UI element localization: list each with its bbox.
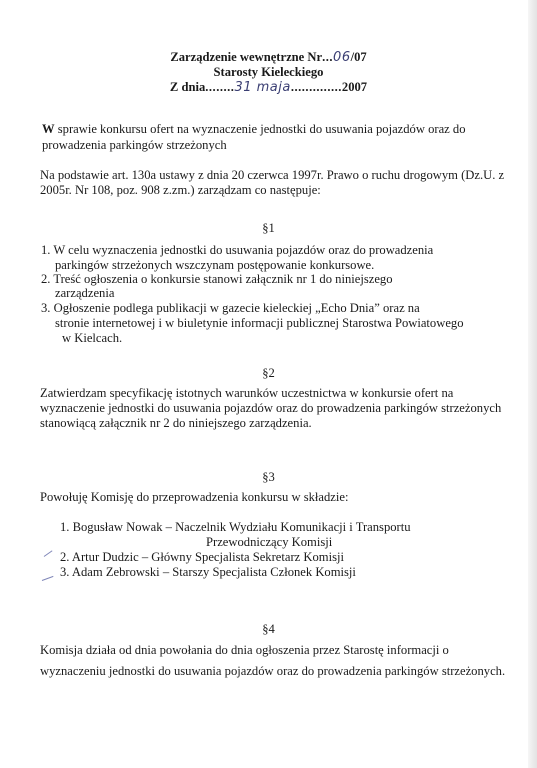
- date-dots-right: ..............: [290, 80, 342, 94]
- committee-member-3: 3. Adam Zebrowski – Starszy Specjalista Członek Komisji: [60, 565, 356, 579]
- committee-member-1-role: Przewodniczący Komisji: [206, 535, 333, 549]
- document-title: [0, 50, 537, 65]
- handwritten-date: 31 maja: [234, 80, 291, 95]
- subject-first-letter: W: [42, 122, 55, 136]
- date-prefix: Z dnia: [169, 80, 206, 94]
- section-2-heading: §2: [262, 366, 275, 380]
- title-dots: ...: [322, 50, 334, 64]
- document-date: [0, 80, 537, 95]
- title-prefix: Zarządzenie wewnętrzne Nr: [170, 50, 323, 64]
- pen-mark: [42, 576, 54, 581]
- subject-line-1: [42, 122, 466, 137]
- committee-member-2: 2. Artur Dudzic – Główny Specjalista Sekretarz Komisji: [60, 550, 344, 564]
- section-1-line-7: w Kielcach.: [62, 331, 123, 345]
- section-1-line-4: zarządzenia: [55, 286, 115, 300]
- title-suffix: /07: [350, 50, 367, 64]
- legal-basis-line-2: 2005r. Nr 108, poz. 908 z.zm.) zarządzam co następuje:: [40, 183, 321, 197]
- subject-line-2: prowadzenia parkingów strzeżonych: [42, 138, 227, 152]
- section-2-line-1: Zatwierdzam specyfikację istotnych warunków uczestnictwa w konkursie ofert na: [40, 386, 454, 400]
- handwritten-number: 06: [333, 50, 351, 65]
- subject-rest: sprawie konkursu ofert na wyznaczenie jednostki do usuwania pojazdów oraz do: [54, 122, 466, 136]
- section-1-line-3: 2. Treść ogłoszenia o konkursie stanowi załącznik nr 1 do niniejszego: [41, 272, 393, 286]
- section-3-intro: Powołuję Komisję do przeprowadzenia konkursu w składzie:: [40, 490, 349, 504]
- committee-member-1: 1. Bogusław Nowak – Naczelnik Wydziału Komunikacji i Transportu: [60, 520, 411, 534]
- scan-edge-shadow: [528, 0, 537, 768]
- section-2-line-3: stanowiącą załącznik nr 2 do niniejszego zarządzenia.: [40, 416, 312, 430]
- section-4-line-1: Komisja działa od dnia powołania do dnia ogłoszenia przez Starostę informacji o: [40, 643, 449, 657]
- section-1-heading: §1: [262, 221, 275, 235]
- section-2-line-2: wyznaczenie jednostki do usuwania pojazdów oraz do prowadzenia parkingów strzeżonych: [40, 401, 502, 415]
- pen-mark: [44, 550, 53, 557]
- section-4-line-2: wyznaczeniu jednostki do usuwania pojazdów oraz do prowadzenia parkingów strzeżonych.: [40, 664, 506, 678]
- section-1-line-5: 3. Ogłoszenie podlega publikacji w gazecie kieleckiej „Echo Dnia” oraz na: [41, 301, 420, 315]
- date-dots-left: ........: [205, 80, 235, 94]
- legal-basis-line-1: Na podstawie art. 130a ustawy z dnia 20 czerwca 1997r. Prawo o ruchu drogowym (Dz.U. z: [40, 168, 505, 182]
- section-1-line-1: 1. W celu wyznaczenia jednostki do usuwania pojazdów oraz do prowadzenia: [41, 243, 434, 257]
- section-1-line-2: parkingów strzeżonych wszczynam postępowanie konkursowe.: [55, 258, 375, 272]
- section-3-heading: §3: [262, 470, 275, 484]
- date-year: 2007: [341, 80, 368, 94]
- document-issuer: Starosty Kieleckiego: [213, 65, 324, 79]
- section-4-heading: §4: [262, 622, 275, 636]
- section-1-line-6: stronie internetowej i w biuletynie informacji publicznej Starostwa Powiatowego: [55, 316, 464, 330]
